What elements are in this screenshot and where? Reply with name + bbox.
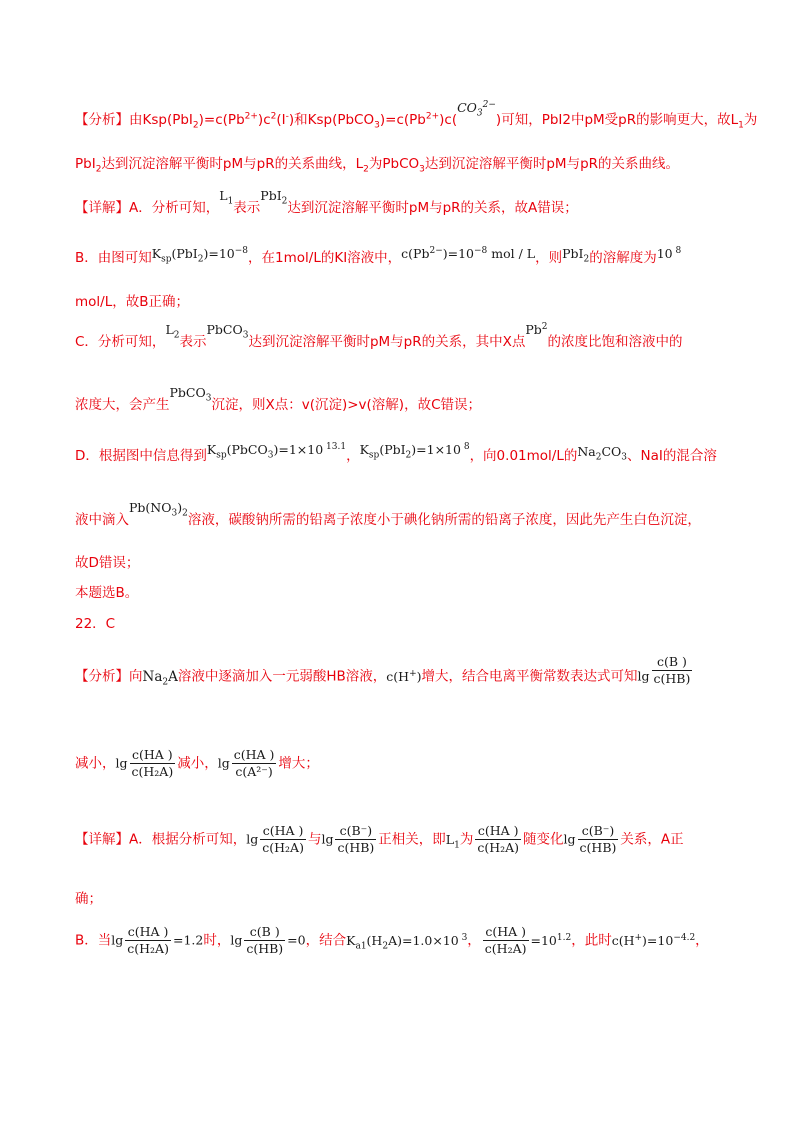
carbonate-ion: $CO_3^{2-}$ — [457, 99, 496, 119]
detail-option-b-cont: mol/L，故B正确； — [75, 294, 189, 310]
analysis-tag: 【分析】 — [75, 668, 129, 685]
detail-tag: 【详解】 — [75, 831, 129, 848]
analysis-paragraph-2: PbI$_2$达到沉淀溶解平衡时pM与pR的关系曲线，$L_2$为PbCO$_3$达到沉淀溶解平衡时pM与pR的关系曲线。 — [75, 156, 680, 175]
analysis-tag: 【分析】 — [75, 112, 129, 128]
q22-analysis: 【分析】向$Na_2A$溶液中逐滴加入一元弱酸HB溶液，c(H+)增大，结合电离平衡常数表达式可知lg $\frac{c(B )}{c(HB)}$ — [75, 654, 691, 688]
q22-analysis-cont: 减小，lg $\frac{c(HA )}{\text{c(H₂A)}}$ 减小，lg $\frac{c(HA )}{\text{c(A²⁻)}}$ 增大； — [75, 747, 319, 779]
detail-option-c: C．分析可知，$L_2$表示PbCO$_3$达到沉淀溶解平衡时pM与pR的关系，其中X点Pb$^2$的浓度比饱和溶液中的 — [75, 321, 683, 350]
detail-option-d: D．根据图中信息得到$K_{sp}(PbCO_3)=1\times 10$ $^{13.1}$，$K_{sp}(PbI_2)=1\times 10$ $^8$，向0.01mol/L的$Na_2CO_3$、NaI的混合溶 — [75, 441, 717, 464]
q22-detail-a-cont: 确； — [75, 891, 102, 907]
detail-tag: 【详解】 — [75, 200, 129, 216]
detail-option-a: 【详解】A．分析可知，$L_1$表示PbI$_2$达到沉淀溶解平衡时pM与pR的关系，故A错误； — [75, 188, 578, 216]
question-22-answer: 22．C — [75, 616, 116, 632]
detail-option-c-cont: 浓度大，会产生PbCO$_3$沉淀，则X点：v(沉淀)>v(溶解)，故C错误； — [75, 385, 482, 413]
detail-option-d-end: 故D错误； — [75, 555, 140, 571]
analysis-paragraph-1: 【分析】由$Ksp(PbI_2)=c(Pb^{2+})c^2(I^-)$和$Ksp(PbCO_3)=c(Pb^{2+})c(CO_3^{2-})$可知，PbI2中pM受pR的影响更大，故$L_1$为 — [75, 99, 758, 131]
answer-summary: 本题选B。 — [75, 585, 139, 601]
q22-detail-a: 【详解】A．根据分析可知，lg $\frac{c(HA )}{\text{c(H₂A)}}$ 与lg $\frac{c(B^-)}{c(HB)}$ 正相关，即$L_1$为 $\frac{c(HA )}{\text{c(H₂A)}}$ 随变化lg $\frac{c(B^-)}{c(HB)}$ 关系，A正 — [75, 823, 684, 855]
detail-option-b: B．由图可知$K_{sp}(PbI_2)=10^{-8}$，在1mol/L的KI溶液中，$c(Pb^{2-})=10^{-8}$ mol / L，则PbI$_2$的溶解度为10 $^8$ — [75, 245, 682, 266]
fraction-b-over-hb: $\frac{c(B )}{c(HB)}$ — [653, 654, 691, 686]
detail-option-d-cont: 液中滴入$Pb(NO_3)_2$溶液，碳酸钠所需的铅离子浓度小于碘化钠所需的铅离子浓度，因此先产生白色沉淀， — [75, 500, 701, 528]
q22-detail-b: B．当lg $\frac{c(HA )}{\text{c(H₂A)}}$ =1.2时，lg $\frac{c(B )}{c(HB)}$ =0，结合$K_{a1}(H_2A)=1.0\times 10$ $^3$， $\frac{c(HA )}{\text{c(H₂A)}}$ $=10^{1.2}$，此时$c(H^+)=10^{-4.2}$， — [75, 924, 709, 956]
